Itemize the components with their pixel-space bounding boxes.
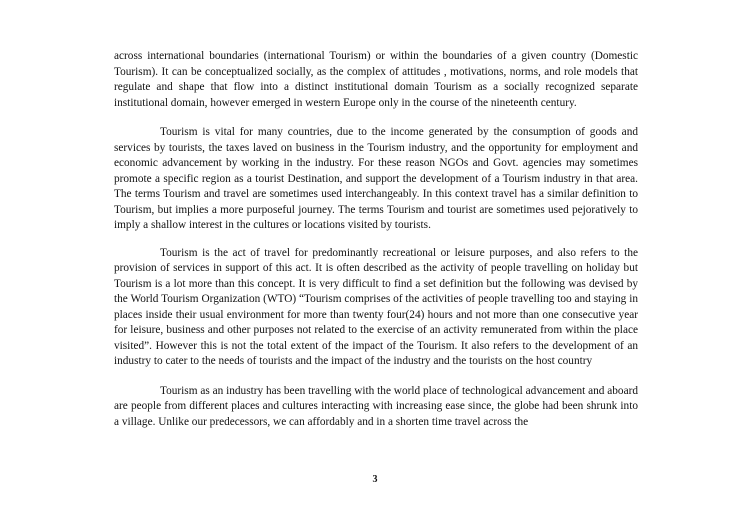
paragraph-1: across international boundaries (international Tourism) or within the boundaries of a given country (Domestic Tourism). It can be conceptualized socially, as the complex of attitudes , motivations, norms, and role models that regulate and shape that flow into a distinct institutional domain Tourism as a socially recognized separate institutional domain, however emerged in western Europe only in the course of the nineteenth century. <box>114 50 638 109</box>
paragraph-3: Tourism is the act of travel for predominantly recreational or leisure purposes, and also refers to the provision of services in support of this act. It is often described as the activity of people travelling on holiday but Tourism is a lot more than this concept. It is very difficult to find a set definition but the following was devised by the World Tourism Organization (WTO) “Tourism comprises of the activities of people travelling too and staying in places inside their usual environment for more than twenty four(24) hours and not more than one consecutive year for leisure, business and other purposes not related to the exercise of an activity remunerated from within the place visited”. However this is not the total extent of the impact of the Tourism. It also refers to the development of an industry to cater to the needs of tourists and the impact of the industry and the tourists on the host country <box>114 246 638 367</box>
paragraph-2: Tourism is vital for many countries, due to the income generated by the consumption of goods and services by tourists, the taxes laved on business in the Tourism industry, and the opportunity for employment and economic advancement by working in the industry. For these reason NGOs and Govt. agencies may sometimes promote a specific region as a tourist Destination, and support the development of a Tourism industry in that area. The terms Tourism and travel are sometimes used interchangeably. In this context travel has a similar definition to Tourism, but implies a more purposeful journey. The terms Tourism and tourist are sometimes used pejoratively to imply a shallow interest in the cultures or locations visited by tourists. <box>114 126 638 231</box>
page-body <box>114 49 638 430</box>
page-number: 3 <box>372 474 378 485</box>
paragraph-4: Tourism as an industry has been travelling with the world place of technological advancement and aboard are people from different places and cultures interacting with increasing ease since, the globe had been shrunk into a village. Unlike our predecessors, we can affordably and in a shorten time travel across the <box>114 384 638 428</box>
